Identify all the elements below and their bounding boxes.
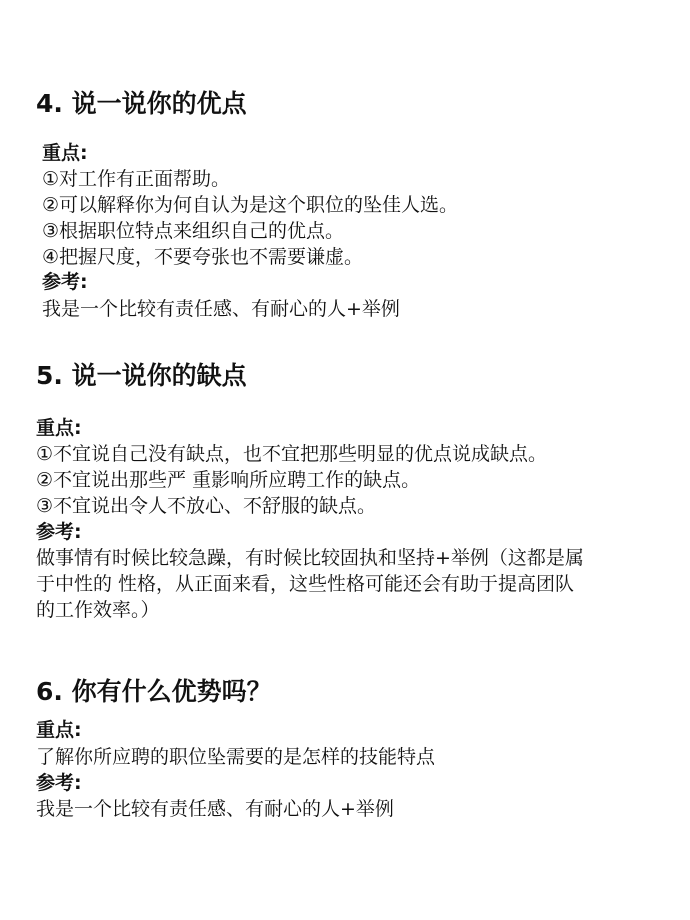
section-4-title: 4. 说一说你的优点	[36, 89, 247, 118]
section-5-ref-line-3: 的工作效率。）	[36, 599, 160, 621]
section-4-key-point-3: ③根据职位特点来组织自己的优点。	[42, 220, 345, 242]
section-4-key-point-2: ②可以解释你为何自认为是这个职位的坠佳人选。	[42, 194, 459, 216]
section-5-ref-label: 参考:	[36, 521, 82, 543]
section-6-ref-line-1: 我是一个比较有责任感、有耐心的人+举例	[36, 798, 394, 820]
section-6-key-point-1: 了解你所应聘的职位坠需要的是怎样的技能特点	[36, 746, 436, 768]
section-5-key-point-2: ②不宜说出那些严 重影响所应聘工作的缺点。	[36, 469, 421, 491]
section-5-key-point-1: ①不宜说自己没有缺点，也不宜把那些明显的优点说成缺点。	[36, 443, 548, 465]
section-5-ref-line-2: 于中性的 性格，从正面来看，这些性格可能还会有助于提高团队	[36, 573, 575, 595]
section-4-key-point-4: ④把握尺度，不要夸张也不需要谦虚。	[42, 246, 364, 268]
section-6-key-label: 重点:	[36, 719, 82, 741]
section-4-key-point-1: ①对工作有正面帮助。	[42, 168, 231, 190]
section-5-ref-line-1: 做事情有时候比较急躁，有时候比较固执和坚持+举例（这都是属	[36, 547, 584, 569]
section-4-ref-label: 参考:	[42, 271, 88, 293]
section-5-key-point-3: ③不宜说出令人不放心、不舒服的缺点。	[36, 495, 377, 517]
section-5-title: 5. 说一说你的缺点	[36, 361, 247, 390]
section-6-title: 6. 你有什么优势吗？	[36, 677, 272, 706]
section-5-key-label: 重点:	[36, 417, 82, 439]
section-6-ref-label: 参考:	[36, 772, 82, 794]
section-4-key-label: 重点:	[42, 142, 88, 164]
section-4-ref-line-1: 我是一个比较有责任感、有耐心的人+举例	[42, 298, 400, 320]
